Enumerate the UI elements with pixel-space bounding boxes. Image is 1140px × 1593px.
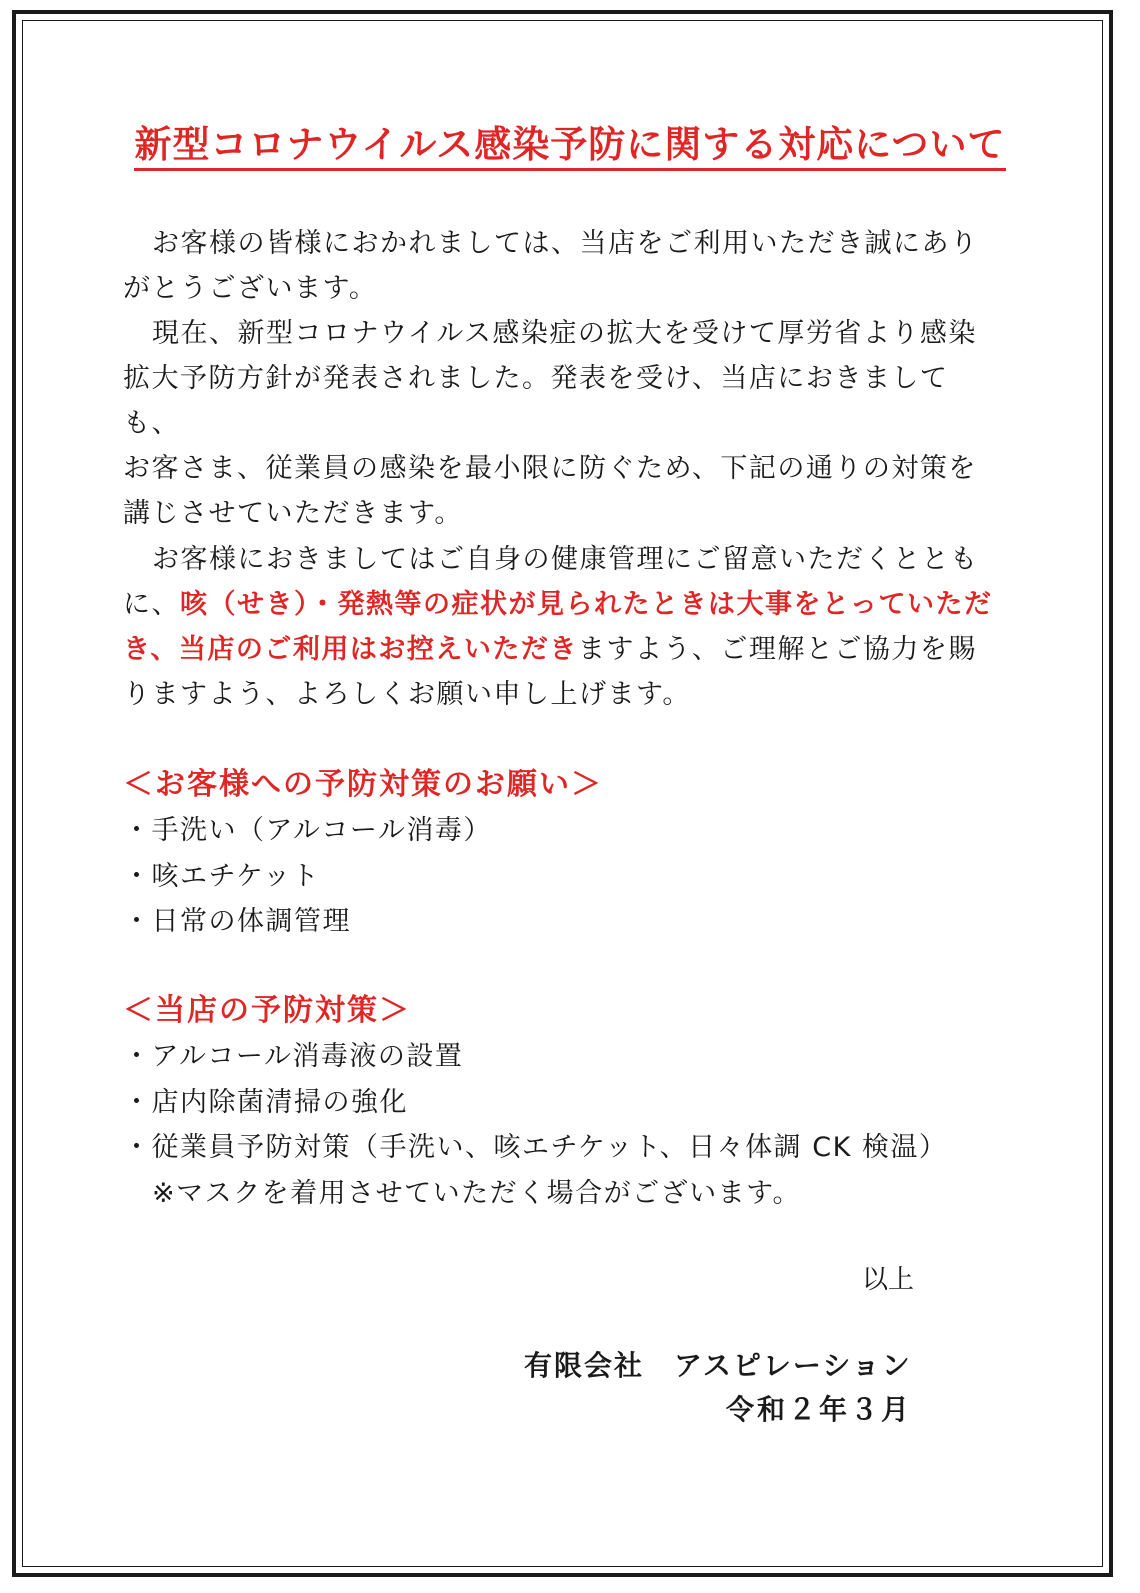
greeting-line-2: がとうございます。	[123, 273, 378, 304]
notice-title	[0, 120, 1140, 170]
closing-mark: 以上	[862, 1265, 915, 1295]
mask-note: ※マスクを着用させていただく場合がございます。	[152, 1178, 801, 1209]
notice-title-text: 新型コロナウイルス感染予防に関する対応について	[134, 123, 1005, 171]
customer-measures-heading: ＜お客様への予防対策のお願い＞	[123, 767, 603, 802]
request-line-3-highlight: き、当店のご利用はお控えいただき	[123, 634, 578, 665]
list-item: ・日常の体調管理	[123, 906, 351, 937]
company-type: 有限会社	[524, 1349, 645, 1382]
announcement-line-1: 現在、新型コロナウイルス感染症の拡大を受けて厚労省より感染	[152, 318, 977, 349]
request-line-1: お客様におきましてはご自身の健康管理にご留意いただくととも	[152, 544, 979, 575]
request-line-4: りますよう、よろしくお願い申し上げます。	[123, 679, 691, 710]
company-name: アスピレーション	[674, 1349, 912, 1382]
request-line-3-plain: ますよう、ご理解とご協力を賜	[577, 634, 977, 665]
company-signature	[524, 1345, 912, 1387]
customer-measures-list	[123, 808, 492, 945]
list-item: ・手洗い（アルコール消毒）	[123, 815, 492, 846]
request-line-2-highlight: 咳（せき）・発熱等の症状が見られたときは大事をとっていただ	[180, 589, 993, 620]
paragraph-request	[123, 537, 1003, 717]
greeting-line-1: お客様の皆様におかれましては、当店をご利用いただき誠にあり	[152, 228, 979, 259]
paragraph-greeting	[123, 221, 1003, 311]
list-item: ・咳エチケット	[123, 860, 321, 892]
announcement-line-4: 講じさせていただきます。	[123, 498, 463, 529]
request-line-2-plain: に、	[123, 589, 180, 620]
list-item: ・店内除菌清掃の強化	[123, 1086, 408, 1118]
store-measures-list	[123, 1034, 947, 1171]
list-item: ・アルコール消毒液の設置	[123, 1041, 464, 1072]
paragraph-announcement	[123, 311, 1003, 536]
announcement-line-3: お客さま、従業員の感染を最小限に防ぐため、下記の通りの対策を	[123, 453, 977, 484]
store-measures-heading: ＜当店の予防対策＞	[123, 993, 411, 1028]
issue-date: 令和２年３月	[726, 1393, 913, 1426]
list-item: ・従業員予防対策（手洗い、咳エチケット、日々体調 CK 検温）	[123, 1132, 948, 1163]
announcement-line-2: 拡大予防方針が発表されました。発表を受け、当店におきましても、	[123, 363, 949, 439]
